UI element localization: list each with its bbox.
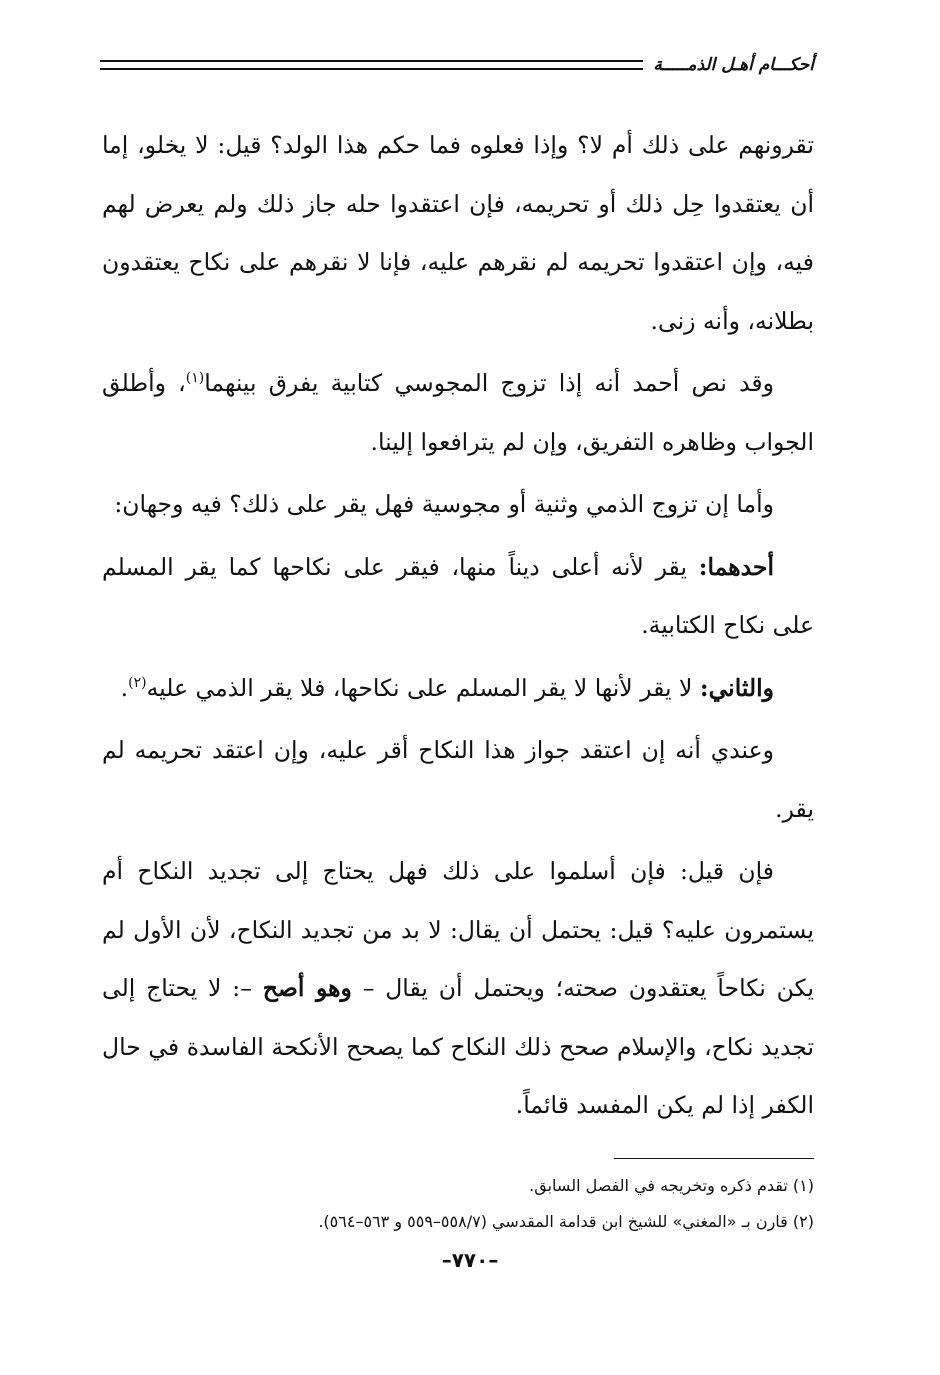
paragraph-5	[102, 659, 814, 718]
paragraph-6	[102, 721, 814, 838]
header-double-rule	[100, 60, 643, 70]
footnote-ref-1[interactable]: (١)	[185, 370, 205, 387]
paragraph-7	[102, 842, 814, 1135]
main-text	[102, 116, 814, 1139]
paragraph-4-term: أحدهما:	[698, 552, 774, 581]
footnote-2: (٢) قارن بـ «المغني» للشيخ ابن قدامة المقدسي (٥٥٨/٧–٥٥٩ و ٥٦٣–٥٦٤).	[318, 1212, 814, 1231]
paragraph-4	[102, 538, 814, 655]
page-number: –٧٧٠–	[441, 1248, 499, 1272]
paragraph-6-text: وعندي أنه إن اعتقد جواز هذا النكاح أقر عليه، وإن اعتقد تحريمه لم يقر.	[102, 736, 814, 823]
paragraph-5-text-before: لا يقر لأنها لا يقر المسلم على نكاحها، فلا يقر الذمي عليه	[146, 673, 700, 702]
footnotes	[102, 1168, 814, 1240]
paragraph-2-text-after: ، وأطلق الجواب وظاهره التفريق، وإن لم يترافعوا إلينا.	[102, 369, 814, 456]
paragraph-3-text: وأما إن تزوج الذمي وثنية أو مجوسية فهل يقر على ذلك؟ فيه وجهان:	[114, 490, 774, 518]
paragraph-3	[102, 475, 814, 534]
paragraph-5-text-after: .	[120, 673, 129, 702]
paragraph-2-text-before: وقد نص أحمد أنه إذا تزوج المجوسي كتابية يفرق بينهما	[204, 369, 775, 397]
footnote-separator	[614, 1158, 814, 1159]
paragraph-7-bold: وهو أصح	[262, 974, 352, 1002]
paragraph-1-text: تقرونهم على ذلك أم لا؟ وإذا فعلوه فما حكم هذا الولد؟ قيل: لا يخلو، إما أن يعتقدوا حِل ذلك أو تحريمه، فإن اعتقدوا حله جاز ذلك ولم يعرض لهم فيه، وإن اعتقدوا تحريمه لم نقرهم عليه، فإنا لا نقرهم على نكاح يعتقدون بطلانه، وأنه زنى.	[102, 131, 814, 335]
footnote-1: (١) تقدم ذكره وتخريجه في الفصل السابق.	[529, 1176, 814, 1195]
footnote-ref-2[interactable]: (٢)	[128, 674, 147, 691]
paragraph-4-text: يقر لأنه أعلى ديناً منها، فيقر على نكاحها كما يقر المسلم على نكاح الكتابية.	[102, 552, 814, 639]
paragraph-7-text-after: –: لا يحتاج إلى تجديد نكاح، والإسلام صحح ذلك النكاح كما يصحح الأنكحة الفاسدة في حال الكفر إذا لم يكن المفسد قائماً.	[102, 974, 814, 1119]
running-header	[100, 50, 814, 80]
paragraph-1	[102, 116, 814, 350]
paragraph-2	[102, 354, 814, 471]
paragraph-5-term: والثاني:	[699, 673, 774, 702]
header-title: أحكـــام أهـل الذمـــــة	[653, 55, 814, 75]
paragraph-7-text-before: فإن قيل: فإن أسلموا على ذلك فهل يحتاج إلى تجديد النكاح أم يستمرون عليه؟ قيل: يحتمل أن يقال: لا بد من تجديد النكاح، لأن الأول لم يكن نكاحاً يعتقدون صحته؛ ويحتمل أن يقال –	[102, 857, 814, 1002]
